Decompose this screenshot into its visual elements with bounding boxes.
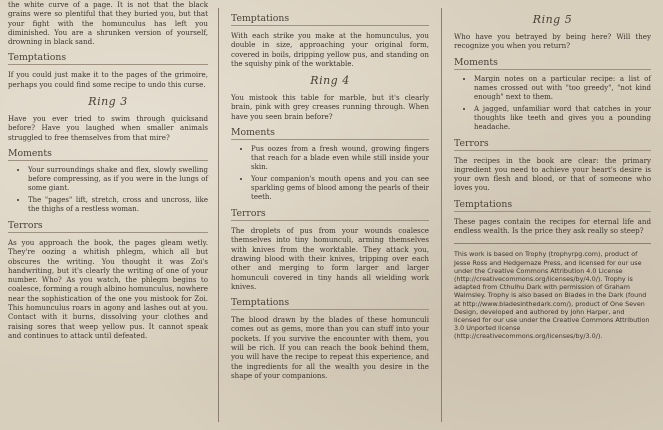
moments-heading: Moments (231, 127, 429, 140)
terrors-heading: Terrors (8, 220, 208, 233)
list-item: • Your surroundings shake and flex, slowly swelling before compressing, as if you were in the lungs of some giant. (28, 166, 208, 193)
temptations-paragraph: These pages contain the recipes for eternal life and endless wealth. Is the price they ask really so steep? (454, 216, 651, 236)
ring-3-title: Ring 3 (88, 95, 128, 109)
terrors-paragraph: As you approach the book, the pages gleam wetly. They're oozing a whitish phlegm, which all but obscures the writing. You thought it was Zoi's handwriting, but it's clearly the writing of one of your number. Who? As you watch, the phlegm begins to coalesce, forming a rough albino homunculus, nowhere near the sophistication of the one you mistook for Zoi. This homunculus roars in agony and lashes out at you. Contact with it burns, dissolving your clothes and raising sores that weep yellow pus. It cannot speak and continues to attack until defeated. (8, 237, 208, 340)
ring-3-paragraph: Have you ever tried to swim through quicksand before? Have you laughed when smaller animals struggled to free themselves from that mire? (8, 114, 208, 142)
ring-4-paragraph: You mistook this table for marble, but it's clearly brain, pink with grey creases running through. When have you seen brain before? (231, 93, 429, 121)
list-item: • Margin notes on a particular recipe: a list of names crossed out with "too greedy", "not kind enough" next to them. (474, 75, 651, 102)
temptations-heading: Temptations (8, 52, 208, 65)
temptations-paragraph: The blood drawn by the blades of these homunculi comes out as gems, more than you can stuff into your pockets. If you survive the encounter with them, you will be rich. If you can reach the book behind them, you will have the recipe to repeat this experience, and the ingredients for all the wealth you desire in the shape of your companions. (231, 315, 429, 380)
license-text: This work is based on Trophy (trophyrpg.com), product of Jesse Ross and Hedgemaze Press, and licensed for our use under the Creative Commons Attribution 4.0 License (http://creativecommons.org/licenses/by/4.0/). Trophy is adapted from Cthulhu Dark with permission of Graham Walmsley. Trophy is also based on Blades in the Dark (found at http://www.bladesinthedark.com/), product of One Seven Design, developed and authored by John Harper, and licensed for our use under the Creative Commons Attribution 3.0 Unported license (http://creativecommons.org/licenses/by/3.0/). (454, 250, 650, 341)
column-divider (441, 8, 442, 422)
terrors-heading: Terrors (231, 208, 429, 221)
moments-heading: Moments (8, 148, 208, 161)
column-right (446, 0, 663, 430)
moments-list (8, 166, 208, 214)
list-item: • The "pages" lift, stretch, cross and uncross, like the thighs of a restless woman. (28, 196, 208, 214)
temptations-heading: Temptations (231, 13, 429, 26)
moments-list (231, 145, 429, 202)
temptations-heading: Temptations (454, 199, 651, 212)
column-divider (218, 8, 219, 422)
terrors-paragraph: The recipes in the book are clear: the primary ingredient you need to achieve your heart's desire is your own flesh and blood, or that of someone who loves you. (454, 155, 651, 193)
terrors-paragraph: The droplets of pus from your wounds coalesce themselves into tiny homunculi, arming themselves with knives from the worktable. They attack you, drawing blood with their knives, tripping over each other and merging to form larger and larger homunculi covered in tiny hands all wielding work knives. (231, 226, 429, 291)
list-item: • A jagged, unfamiliar word that catches in your thoughts like teeth and gives you a pounding headache. (474, 105, 651, 132)
column-left (0, 0, 216, 430)
intro-paragraph: the white curve of a page. It is not that the black grains were so plentiful that they buried you, but that your fight with the homunculus has left you diminished. You are a shrunken version of yourself, drowning in black sand. (8, 0, 208, 47)
temptations-paragraph: With each strike you make at the homunculus, you double in size, approaching your original form, covered in boils, dripping yellow pus, and standing on the squishy pink of the worktable. (231, 31, 429, 68)
temptations-heading: Temptations (231, 297, 429, 310)
ring-5-paragraph: Who have you betrayed by being here? Will they recognize you when you return? (454, 32, 651, 51)
terrors-heading: Terrors (454, 138, 651, 151)
list-item: • Your companion's mouth opens and you can see sparkling gems of blood among the pearls of their teeth. (251, 175, 429, 202)
temptations-paragraph: If you could just make it to the pages of the grimoire, perhaps you could find some recipe to undo this curse. (8, 70, 208, 89)
ring-4-title: Ring 4 (310, 74, 350, 88)
list-item: • Pus oozes from a fresh wound, growing fingers that reach for a blade even while still inside your skin. (251, 145, 429, 172)
license-notice (454, 243, 651, 340)
moments-list (454, 75, 651, 132)
ring-5-title: Ring 5 (532, 13, 573, 26)
moments-heading: Moments (454, 57, 651, 70)
column-middle (222, 0, 438, 430)
